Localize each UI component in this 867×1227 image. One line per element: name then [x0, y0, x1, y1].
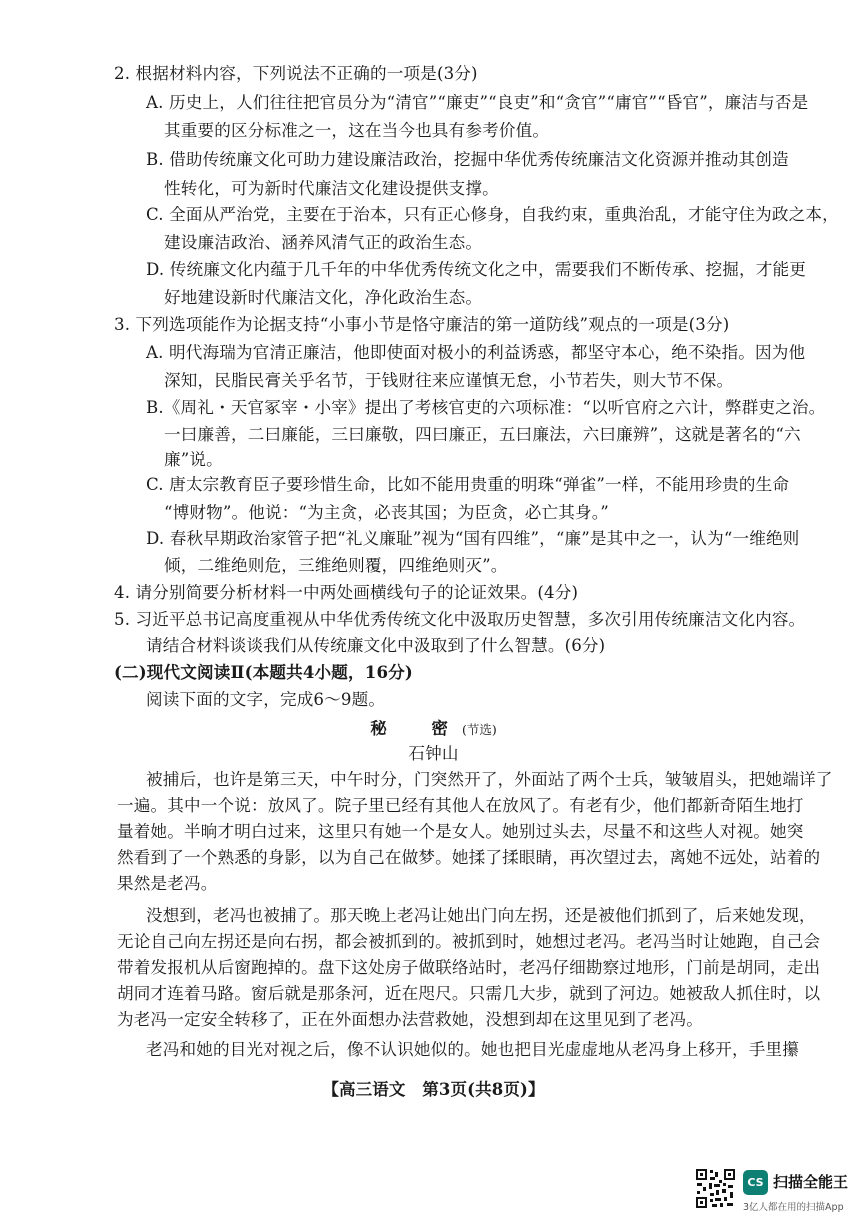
q2-option-d-line2: 好地建设新时代廉洁文化，净化政治生态。	[164, 288, 483, 307]
scanner-brand: 扫描全能王	[773, 1173, 849, 1191]
q2-option-a-line2: 其重要的区分标准之一，这在当今也具有参考价值。	[164, 121, 550, 140]
q3-option-a-line2: 深知，民脂民膏关乎名节，于钱财往来应谨慎无怠，小节若失，则大节不保。	[164, 371, 734, 390]
q3-option-b-line3: 廉”说。	[164, 450, 223, 469]
story-p2-line4: 胡同才连着马路。窗后就是那条河，近在咫尺。只需几大步，就到了河边。她被敌人抓住时，以	[117, 984, 821, 1003]
story-author: 石钟山	[408, 744, 459, 763]
q2-option-c-line2: 建设廉洁政治、涵养风清气正的政治生态。	[164, 233, 483, 252]
story-p1-line1: 被捕后，也许是第三天，中午时分，门突然开了，外面站了两个士兵，皱皱眉头，把她端详了	[146, 770, 833, 789]
story-title-note: (节选)	[462, 722, 497, 737]
q5-stem-line1: 5. 习近平总书记高度重视从中华优秀传统文化中汲取历史智慧，多次引用传统廉洁文化内容。	[114, 610, 806, 629]
q3-stem: 3. 下列选项能作为论据支持“小事小节是恪守廉洁的第一道防线”观点的一项是(3分)	[114, 315, 730, 334]
page-footer: 【高三语文 第3页(共8页)】	[322, 1080, 545, 1099]
story-p2-line2: 无论自己向左拐还是向右拐，都会被抓到的。被抓到时，她想过老冯。老冯当时让她跑，自己会	[117, 932, 821, 951]
q3-option-b-line1: B.《周礼・天官冢宰・小宰》提出了考核官吏的六项标准：“以听官府之六计，弊群吏之治。	[146, 398, 826, 417]
scanner-tagline: 3亿人都在用的扫描App	[743, 1202, 844, 1213]
q3-option-b-line2: 一曰廉善，二曰廉能，三曰廉敬，四曰廉正，五曰廉法，六曰廉辨”，这就是著名的“六	[164, 425, 801, 444]
q2-option-b-line2: 性转化，可为新时代廉洁文化建设提供支撑。	[164, 179, 499, 198]
q2-option-d-line1: D. 传统廉文化内蕴于几千年的中华优秀传统文化之中，需要我们不断传承、挖掘，才能更	[146, 260, 806, 279]
qr-code-icon	[695, 1168, 736, 1209]
q2-option-b-line1: B. 借助传统廉文化可助力建设廉洁政治，挖掘中华优秀传统廉洁文化资源并推动其创造	[146, 150, 789, 169]
story-p1-line2: 一遍。其中一个说：放风了。院子里已经有其他人在放风了。有老有少，他们都新奇陌生地打	[117, 796, 804, 815]
story-p1-line5: 果然是老冯。	[117, 874, 218, 893]
section-header: (二)现代文阅读Ⅱ(本题共4小题，16分)	[114, 662, 413, 682]
camscanner-logo: CS	[743, 1170, 768, 1195]
q3-option-c-line2: “博财物”。他说：“为主贪，必丧其国；为臣贪，必亡其身。”	[164, 503, 609, 522]
q3-option-a-line1: A. 明代海瑞为官清正廉洁，他即使面对极小的利益诱惑，都坚守本心，绝不染指。因为他	[146, 343, 806, 362]
q2-option-a-line1: A. 历史上，人们往往把官员分为“清官”“廉吏”“良吏”和“贪官”“庸官”“昏官”，廉洁与否是	[146, 93, 809, 112]
reading-instruction: 阅读下面的文字，完成6～9题。	[146, 690, 386, 709]
story-p1-line4: 然看到了一个熟悉的身影，以为自己在做梦。她揉了揉眼睛，再次望过去，离她不远处，站着的	[117, 848, 821, 867]
q2-option-c-line1: C. 全面从严治党，主要在于治本，只有正心修身，自我约束，重典治乱，才能守住为政之本，	[146, 205, 839, 224]
story-p2-line3: 带着发报机从后窗跑掉的。盘下这处房子做联络站时，老冯仔细勘察过地形，门前是胡同，走出	[117, 958, 821, 977]
q2-stem: 2. 根据材料内容，下列说法不正确的一项是(3分)	[114, 64, 478, 83]
q3-option-d-line2: 倾，二维绝则危，三维绝则覆，四维绝则灭”。	[164, 556, 508, 575]
story-p2-line5: 为老冯一定安全转移了，正在外面想办法营救她，没想到却在这里见到了老冯。	[117, 1010, 704, 1029]
story-title-block	[0, 718, 867, 740]
q4-stem: 4. 请分别简要分析材料一中两处画横线句子的论证效果。(4分)	[114, 583, 579, 602]
q3-option-d-line1: D. 春秋早期政治家管子把“礼义廉耻”视为“国有四维”，“廉”是其中之一，认为“一维绝则	[146, 529, 800, 548]
q3-option-c-line1: C. 唐太宗教育臣子要珍惜生命，比如不能用贵重的明珠“弹雀”一样，不能用珍贵的生命	[146, 475, 790, 494]
story-p1-line3: 量着她。半晌才明白过来，这里只有她一个是女人。她别过头去，尽量不和这些人对视。她突	[117, 822, 804, 841]
story-p2-line1: 没想到，老冯也被捕了。那天晚上老冯让她出门向左拐，还是被他们抓到了，后来她发现，	[146, 906, 816, 925]
q5-stem-line2: 请结合材料谈谈我们从传统廉文化中汲取到了什么智慧。(6分)	[146, 636, 606, 655]
story-p3-line1: 老冯和她的目光对视之后，像不认识她似的。她也把目光虚虚地从老冯身上移开，手里攥	[146, 1040, 800, 1059]
story-title: 秘 密	[370, 718, 462, 738]
